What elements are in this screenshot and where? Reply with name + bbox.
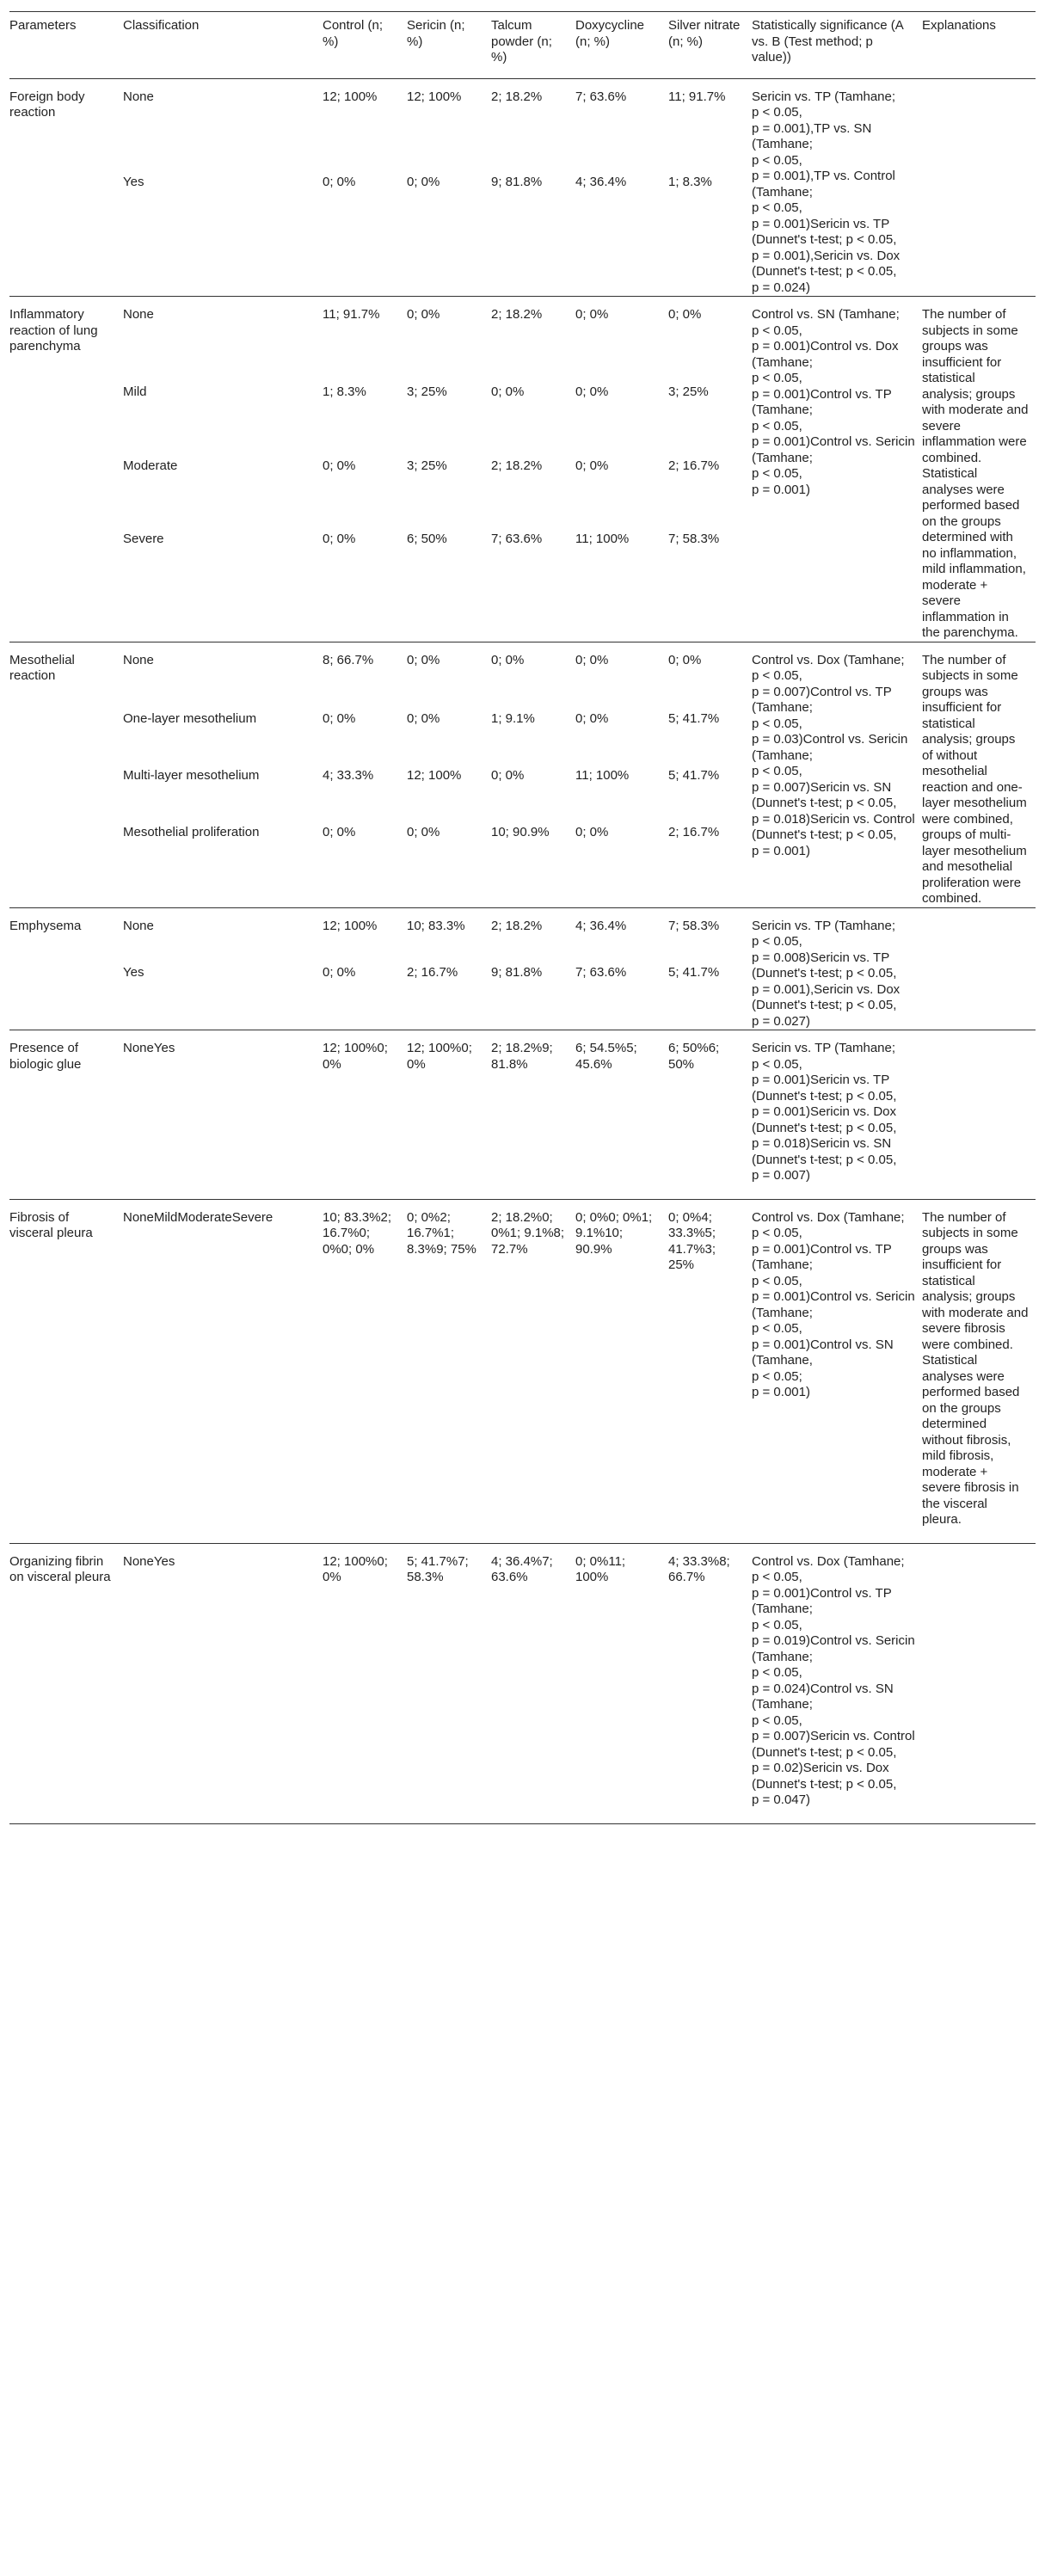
classification-cell: None — [123, 307, 154, 322]
sericin-cell: 3; 25% — [407, 458, 447, 473]
sericin-cell: 0; 0% — [407, 711, 440, 727]
table-row — [9, 1543, 1036, 1823]
silver-nitrate-cell: 0; 0%4; 33.3%5; 41.7%3; 25% — [668, 1209, 716, 1272]
silver-nitrate-cell: 1; 8.3% — [668, 175, 712, 190]
classification-cell: None — [123, 918, 154, 933]
significance-cell: Sericin vs. TP (Tamhane; p < 0.05, p = 0.008)Sericin vs. TP (Dunnet's t-test; p < 0.05, p = 0.001),Sericin vs. Dox (Dunnet's t-test; p < 0.05, p = 0.027) — [752, 918, 901, 1029]
sericin-cell: 10; 83.3% — [407, 918, 465, 933]
silver-nitrate-cell: 4; 33.3%8; 66.7% — [668, 1553, 730, 1584]
explanation-cell: The number of subjects in some groups was insufficient for statistical analysis; groups with moderate and severe inflammation were combined. Statistical analyses were performed based on the groups determined with no inflammation, mild inflammation, moderate + severe inflammation in the parenchyma. — [922, 307, 1029, 640]
silver-nitrate-cell: 7; 58.3% — [668, 918, 720, 933]
classification-cell: Mesothelial proliferation — [123, 824, 260, 839]
parameter-cell: Foreign body reaction — [9, 89, 85, 120]
parameter-cell: Presence of biologic glue — [9, 1041, 82, 1072]
sericin-cell: 12; 100% — [407, 89, 462, 104]
talcum-cell: 9; 81.8% — [491, 175, 543, 190]
control-cell: 12; 100% — [323, 918, 378, 933]
significance-cell: Control vs. Dox (Tamhane; p < 0.05, p = 0.007)Control vs. TP (Tamhane; p < 0.05, p = 0.03)Control vs. Sericin (Tamhane; p < 0.05, p = 0.007)Sericin vs. SN (Dunnet's t-test; p < 0.05, p = 0.018)Sericin vs. Control (Dunnet's t-test; p < 0.05, p = 0.001) — [752, 652, 915, 858]
talcum-cell: 0; 0% — [491, 384, 525, 400]
control-cell: 0; 0% — [323, 711, 356, 727]
sericin-cell: 0; 0% — [407, 175, 440, 190]
control-cell: 0; 0% — [323, 458, 356, 473]
talcum-cell: 9; 81.8% — [491, 965, 543, 981]
silver-nitrate-cell: 2; 16.7% — [668, 824, 720, 839]
table-row — [9, 907, 1036, 956]
classification-cell: Severe — [123, 532, 164, 547]
doxycycline-cell: 0; 0% — [575, 711, 609, 727]
control-cell: 0; 0% — [323, 532, 356, 547]
control-cell: 0; 0% — [323, 824, 356, 839]
doxycycline-cell: 11; 100% — [575, 768, 630, 784]
silver-nitrate-cell: 5; 41.7% — [668, 711, 720, 727]
doxycycline-cell: 0; 0% — [575, 458, 609, 473]
table-body — [9, 78, 1036, 1823]
talcum-cell: 7; 63.6% — [491, 532, 543, 547]
table-row — [9, 78, 1036, 166]
explanation-cell: The number of subjects in some groups was insufficient for statistical analysis; groups with moderate and severe fibrosis were combined. Statistical analyses were performed based on the groups determined without fibrosis, mild fibrosis, moderate + severe fibrosis in the visceral pleura. — [922, 1209, 1029, 1527]
sericin-cell: 6; 50% — [407, 532, 447, 547]
doxycycline-cell: 0; 0%0; 0%1; 9.1%10; 90.9% — [575, 1209, 653, 1257]
control-cell: 8; 66.7% — [323, 652, 374, 667]
header-cell-silver-nitrate: Silver nitrate (n; %) — [668, 18, 741, 49]
silver-nitrate-cell: 2; 16.7% — [668, 458, 720, 473]
control-cell: 10; 83.3%2; 16.7%0; 0%0; 0% — [323, 1209, 392, 1257]
header-cell-sericin: Sericin (n; %) — [407, 18, 465, 49]
header-cell-doxycycline: Doxycycline (n; %) — [575, 18, 645, 49]
header-cell-talcum-powder: Talcum powder (n; %) — [491, 18, 552, 65]
significance-cell: Control vs. Dox (Tamhane; p < 0.05, p = 0.001)Control vs. TP (Tamhane; p < 0.05, p = 0.001)Control vs. Sericin (Tamhane; p < 0.05, p = 0.001)Control vs. SN (Tamhane, p < 0.05; p = 0.001) — [752, 1209, 915, 1399]
sericin-cell: 5; 41.7%7; 58.3% — [407, 1553, 469, 1584]
classification-cell: NoneYes — [123, 1041, 175, 1055]
silver-nitrate-cell: 6; 50%6; 50% — [668, 1041, 720, 1072]
parameter-cell: Fibrosis of visceral pleura — [9, 1209, 93, 1240]
doxycycline-cell: 0; 0% — [575, 824, 609, 839]
header-cell-significance: Statistically significance (A vs. B (Test method; p value)) — [752, 18, 903, 65]
significance-cell: Control vs. Dox (Tamhane; p < 0.05, p = 0.001)Control vs. TP (Tamhane; p < 0.05, p = 0.019)Control vs. Sericin (Tamhane; p < 0.05, p = 0.024)Control vs. SN (Tamhane; p < 0.05, p = 0.007)Sericin vs. Control (Dunnet's t-test; p < 0.05, p = 0.02)Sericin vs. Dox (Dunnet's t-test; p < 0.05, p = 0.047) — [752, 1553, 915, 1807]
sericin-cell: 12; 100% — [407, 768, 462, 784]
classification-cell: Yes — [123, 965, 144, 981]
doxycycline-cell: 6; 54.5%5; 45.6% — [575, 1041, 637, 1072]
silver-nitrate-cell: 7; 58.3% — [668, 532, 720, 547]
control-cell: 1; 8.3% — [323, 384, 366, 400]
silver-nitrate-cell: 5; 41.7% — [668, 965, 720, 981]
control-cell: 4; 33.3% — [323, 768, 374, 784]
silver-nitrate-cell: 0; 0% — [668, 652, 702, 667]
control-cell: 0; 0% — [323, 175, 356, 190]
control-cell: 11; 91.7% — [323, 307, 380, 322]
doxycycline-cell: 7; 63.6% — [575, 89, 627, 104]
doxycycline-cell: 0; 0% — [575, 307, 609, 322]
header-cell-explanations: Explanations — [922, 18, 996, 33]
control-cell: 12; 100%0; 0% — [323, 1553, 388, 1584]
sericin-cell: 0; 0% — [407, 652, 440, 667]
doxycycline-cell: 11; 100% — [575, 532, 630, 547]
classification-cell: None — [123, 652, 154, 667]
talcum-cell: 2; 18.2%0; 0%1; 9.1%8; 72.7% — [491, 1209, 565, 1257]
doxycycline-cell: 4; 36.4% — [575, 918, 627, 933]
table-row — [9, 1199, 1036, 1543]
control-cell: 0; 0% — [323, 965, 356, 981]
sericin-cell: 2; 16.7% — [407, 965, 458, 981]
doxycycline-cell: 0; 0% — [575, 652, 609, 667]
explanation-cell — [922, 1543, 1036, 1823]
control-cell: 12; 100% — [323, 89, 378, 104]
talcum-cell: 2; 18.2% — [491, 918, 543, 933]
doxycycline-cell: 7; 63.6% — [575, 965, 627, 981]
doxycycline-cell: 0; 0%11; 100% — [575, 1553, 626, 1584]
classification-cell: Yes — [123, 175, 144, 190]
silver-nitrate-cell: 11; 91.7% — [668, 89, 726, 104]
classification-cell: Moderate — [123, 458, 178, 473]
sericin-cell: 0; 0% — [407, 307, 440, 322]
talcum-cell: 1; 9.1% — [491, 711, 535, 727]
significance-cell: Sericin vs. TP (Tamhane; p < 0.05, p = 0.001)Sericin vs. TP (Dunnet's t-test; p < 0.05, p = 0.001)Sericin vs. Dox (Dunnet's t-test; p < 0.05, p = 0.018)Sericin vs. SN (Dunnet's t-test; p < 0.05, p = 0.007) — [752, 1041, 897, 1183]
classification-cell: NoneYes — [123, 1553, 175, 1569]
parameter-cell: Mesothelial reaction — [9, 652, 75, 683]
talcum-cell: 2; 18.2%9; 81.8% — [491, 1041, 553, 1072]
classification-cell: Multi-layer mesothelium — [123, 768, 260, 784]
talcum-cell: 4; 36.4%7; 63.6% — [491, 1553, 553, 1584]
sericin-cell: 3; 25% — [407, 384, 447, 400]
sericin-cell: 0; 0%2; 16.7%1; 8.3%9; 75% — [407, 1209, 476, 1257]
parameter-cell: Organizing fibrin on visceral pleura — [9, 1553, 111, 1584]
explanation-cell — [922, 1030, 1036, 1200]
talcum-cell: 0; 0% — [491, 768, 525, 784]
doxycycline-cell: 0; 0% — [575, 384, 609, 400]
classification-cell: Mild — [123, 384, 147, 400]
significance-cell: Control vs. SN (Tamhane; p < 0.05, p = 0.001)Control vs. Dox (Tamhane; p < 0.05, p = 0.001)Control vs. TP (Tamhane; p < 0.05, p = 0.001)Control vs. Sericin (Tamhane; p < 0.05, p = 0.001) — [752, 307, 915, 497]
sericin-cell: 0; 0% — [407, 824, 440, 839]
talcum-cell: 10; 90.9% — [491, 824, 550, 839]
silver-nitrate-cell: 0; 0% — [668, 307, 702, 322]
significance-cell: Sericin vs. TP (Tamhane; p < 0.05, p = 0.001),TP vs. SN (Tamhane; p < 0.05, p = 0.001),TP vs. Control (Tamhane; p < 0.05, p = 0.001)Sericin vs. TP (Dunnet's t-test; p < 0.05, p = 0.001),Sericin vs. Dox (Dunnet's t-test; p < 0.05, p = 0.024) — [752, 89, 901, 295]
explanation-cell — [922, 907, 1036, 1030]
results-table — [9, 11, 1036, 1824]
header-row — [9, 12, 1036, 79]
header-cell-control: Control (n; %) — [323, 18, 384, 49]
talcum-cell: 0; 0% — [491, 652, 525, 667]
table-row — [9, 1030, 1036, 1200]
table-row — [9, 642, 1036, 703]
header-cell-classification: Classification — [123, 18, 200, 33]
sericin-cell: 12; 100%0; 0% — [407, 1041, 472, 1072]
explanation-cell — [922, 78, 1036, 297]
classification-cell: None — [123, 89, 154, 104]
silver-nitrate-cell: 5; 41.7% — [668, 768, 720, 784]
parameter-cell: Inflammatory reaction of lung parenchyma — [9, 307, 98, 354]
classification-cell: NoneMildModerateSevere — [123, 1209, 274, 1225]
talcum-cell: 2; 18.2% — [491, 307, 543, 322]
talcum-cell: 2; 18.2% — [491, 89, 543, 104]
header-cell-parameters: Parameters — [9, 18, 77, 33]
silver-nitrate-cell: 3; 25% — [668, 384, 709, 400]
parameter-cell: Emphysema — [9, 918, 82, 933]
control-cell: 12; 100%0; 0% — [323, 1041, 388, 1072]
classification-cell: One-layer mesothelium — [123, 711, 257, 727]
table-row — [9, 297, 1036, 377]
talcum-cell: 2; 18.2% — [491, 458, 543, 473]
doxycycline-cell: 4; 36.4% — [575, 175, 627, 190]
explanation-cell: The number of subjects in some groups was insufficient for statistical analysis; groups of without mesothelial reaction and one-layer mesothelium were combined, groups of multi-layer mesothelium and mesothelial proliferation were combined. — [922, 652, 1027, 906]
